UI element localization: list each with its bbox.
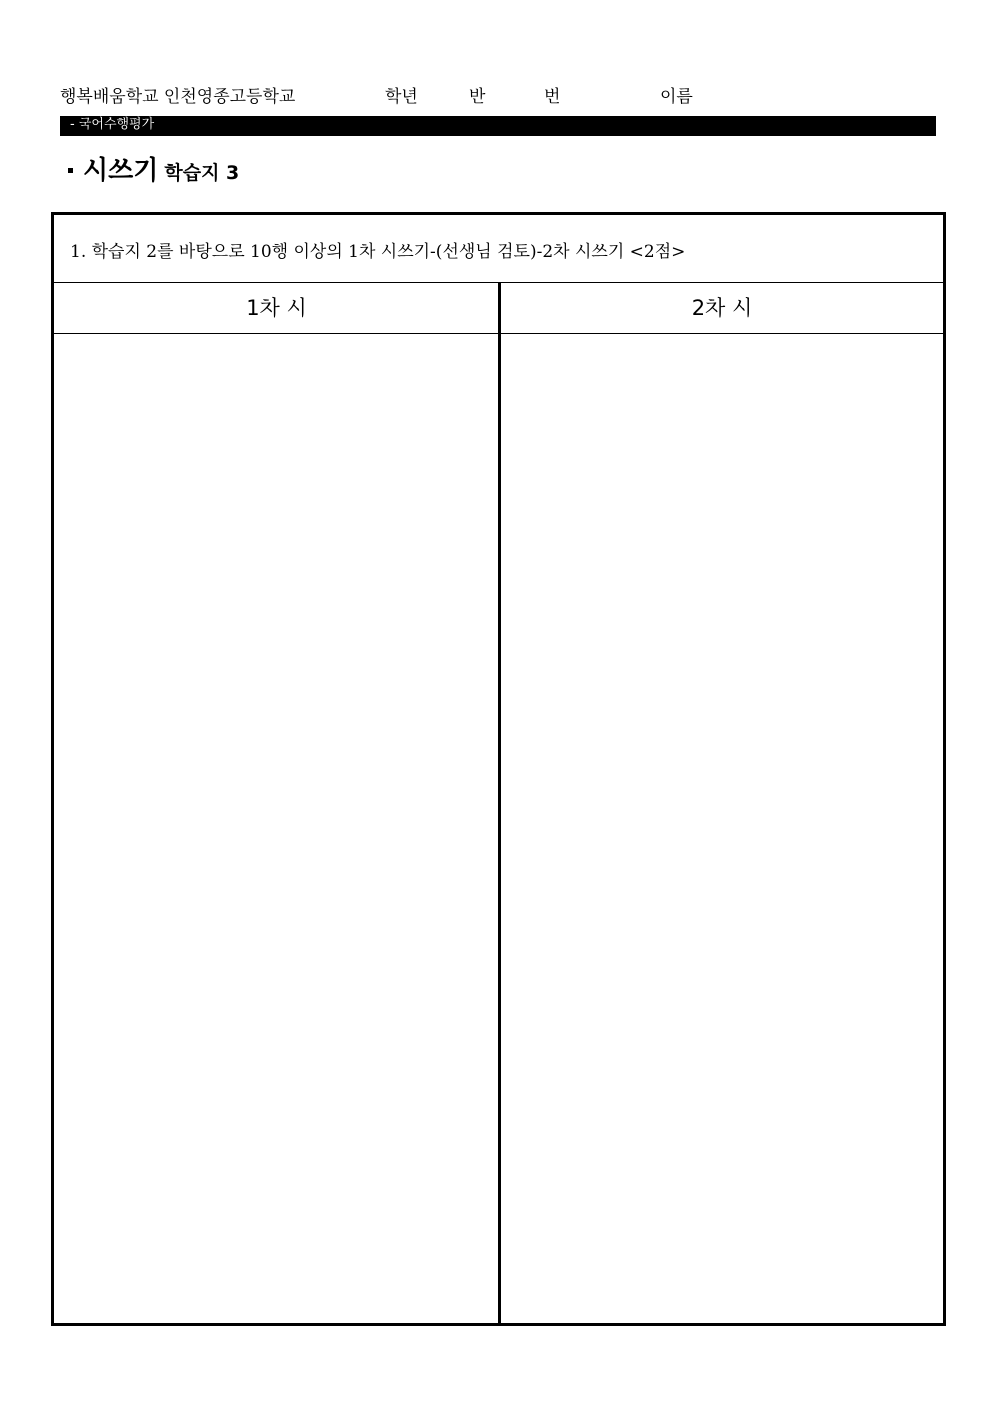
- question-row: [54, 215, 943, 283]
- question-text: 1. 학습지 2를 바탕으로 10행 이상의 1차 시쓰기-(선생님 검토)-2차 시쓰기 <2점>: [70, 242, 686, 262]
- title-main: 시쓰기: [83, 156, 159, 186]
- class-label: 반: [469, 87, 486, 107]
- worksheet-title: [68, 150, 239, 187]
- worksheet-table: [51, 212, 946, 1326]
- subject-bar-label: - 국어수행평가: [70, 117, 155, 132]
- first-draft-writing-area[interactable]: [54, 335, 498, 1323]
- column-header-second-draft: 2차 시: [501, 282, 943, 334]
- number-label: 번: [544, 87, 561, 107]
- student-info-header: [60, 82, 940, 106]
- column-header-first-draft: 1차 시: [54, 282, 499, 334]
- second-draft-writing-area[interactable]: [501, 335, 943, 1323]
- name-label: 이름: [660, 87, 693, 107]
- school-name: 행복배움학교 인천영종고등학교: [60, 87, 296, 107]
- subject-bar: [60, 116, 936, 136]
- grade-label: 학년: [385, 87, 418, 107]
- title-sub: 학습지 3: [164, 162, 240, 184]
- bullet-icon: [68, 168, 73, 173]
